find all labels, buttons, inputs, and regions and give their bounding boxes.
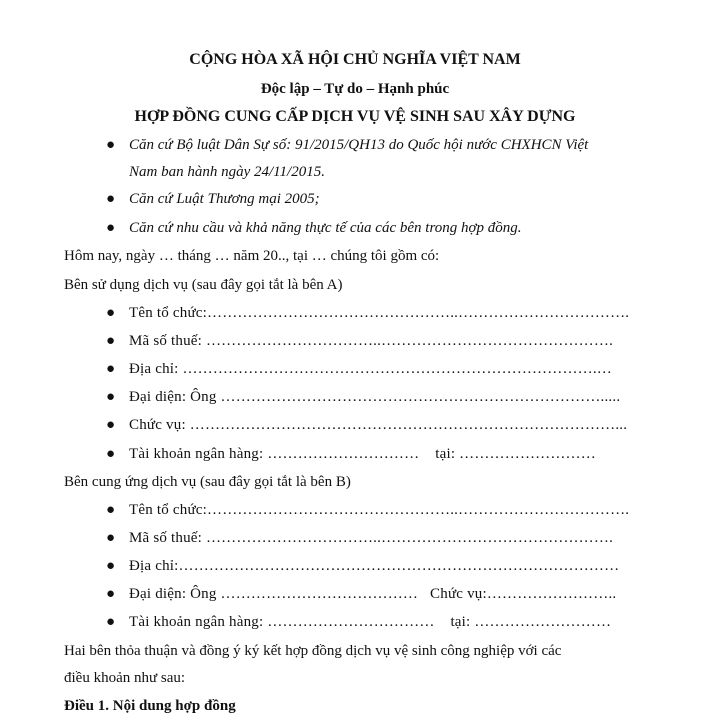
basis-civil-code-2: Nam ban hành ngày 24/11/2015. (129, 164, 325, 180)
party-b-bank-at: tại: ……………………… (450, 614, 612, 630)
bullet-icon: ● (106, 586, 116, 602)
intro-line: Hôm nay, ngày … tháng … năm 20.., tại … chúng tôi gồm có: (64, 248, 440, 264)
bullet-icon: ● (106, 333, 116, 349)
basis-civil-code-1: Căn cứ Bộ luật Dân Sự số: 91/2015/QH13 do Quốc hội nước CHXHCN Việt (129, 137, 589, 153)
bullet-icon: ● (106, 530, 116, 546)
party-a-position: Chức vụ: …………………………………………………………………………... (129, 417, 628, 433)
party-a-bank-label: Tài khoản ngân hàng: ………………………… (129, 446, 420, 462)
bullet-icon: ● (106, 220, 116, 236)
party-b-rep-label: Đại diện: Ông ………………………………… (129, 586, 419, 602)
bullet-icon: ● (106, 305, 116, 321)
party-b-bank-account (129, 612, 630, 632)
bullet-icon: ● (106, 614, 116, 630)
bullet-icon: ● (106, 417, 116, 433)
party-b-address: Địa chỉ:…………………………………………………………………………… (129, 558, 620, 574)
bullet-icon: ● (106, 191, 116, 207)
party-b-heading: Bên cung ứng dịch vụ (sau đây gọi tắt là bên B) (64, 474, 351, 490)
bullet-icon: ● (106, 361, 116, 377)
party-b-representative (129, 584, 630, 604)
party-a-representative: Đại diện: Ông …………………………………………………………………..... (129, 389, 621, 405)
party-a-org-name: Tên tổ chức:…………………………………………..……………………………. (129, 305, 630, 321)
contract-title: HỢP ĐỒNG CUNG CẤP DỊCH VỤ VỆ SINH SAU XÂY DỰNG (134, 108, 576, 125)
bullet-icon: ● (106, 502, 116, 518)
party-b-rep-role: Chức vụ:…………………….. (430, 586, 617, 602)
party-a-bank-account (129, 444, 630, 464)
bullet-icon: ● (106, 137, 116, 153)
motto: Độc lập – Tự do – Hạnh phúc (260, 81, 450, 97)
bullet-icon: ● (106, 389, 116, 405)
bullet-icon: ● (106, 558, 116, 574)
article-1-heading: Điều 1. Nội dung hợp đồng (64, 698, 236, 714)
basis-commerce-law: Căn cứ Luật Thương mại 2005; (129, 191, 320, 207)
bullet-icon: ● (106, 446, 116, 462)
agreement-line-1: Hai bên thỏa thuận và đồng ý ký kết hợp đồng dịch vụ vệ sinh công nghiệp với các (64, 643, 562, 659)
party-a-address: Địa chỉ: ……………………………………………………………………….… (129, 361, 613, 377)
party-b-org-name: Tên tổ chức:…………………………………………..……………………………. (129, 502, 630, 518)
basis-needs: Căn cứ nhu cầu và khả năng thực tế của các bên trong hợp đồng. (129, 220, 522, 236)
nation-heading: CỘNG HÒA XÃ HỘI CHỦ NGHĨA VIỆT NAM (189, 51, 521, 68)
party-a-bank-at: tại: ……………………… (435, 446, 596, 462)
party-a-heading: Bên sử dụng dịch vụ (sau đây gọi tắt là bên A) (64, 277, 343, 293)
agreement-line-2: điều khoản như sau: (64, 670, 186, 686)
party-b-tax-code: Mã số thuế: ……………………………..………………………………………. (129, 530, 614, 546)
party-b-bank-label: Tài khoản ngân hàng: …………………………… (129, 614, 435, 630)
party-a-tax-code: Mã số thuế: ……………………………..………………………………………. (129, 333, 614, 349)
